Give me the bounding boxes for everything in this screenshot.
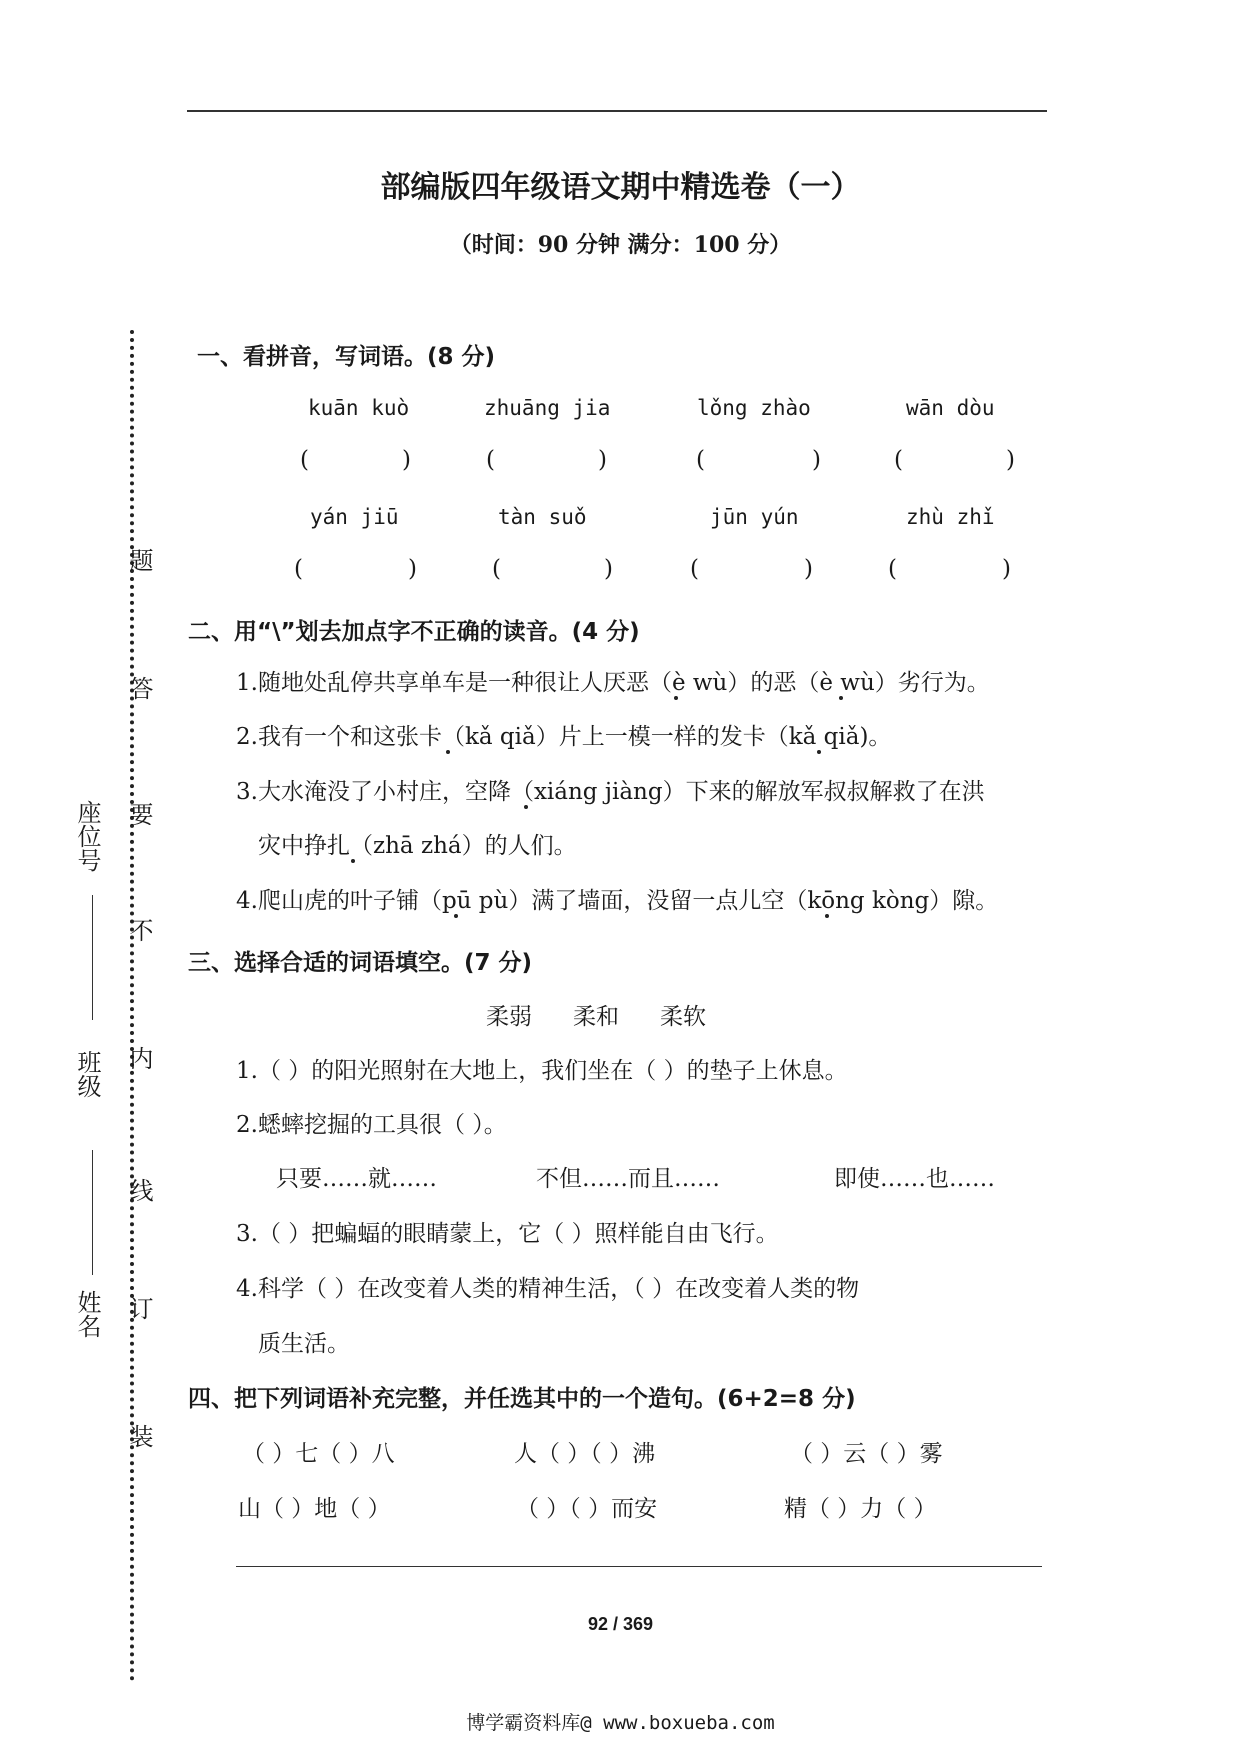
question-text: 质生活。 xyxy=(258,1331,350,1357)
seal-char: 要 xyxy=(125,802,153,826)
emphasis-dot xyxy=(446,750,450,754)
question-text: 1.（ ）的阳光照射在大地上，我们坐在（ ）的垫子上休息。 xyxy=(236,1058,848,1084)
class-label: 班级 xyxy=(73,1050,101,1098)
section2-heading: 二、用“\”划去加点字不正确的读音。(4 分) xyxy=(188,619,640,645)
pinyin-item: wān dòu xyxy=(906,396,995,420)
pinyin-item: tàn suǒ xyxy=(498,505,587,529)
name-label: 姓名 xyxy=(73,1290,101,1338)
question-text: 2.我有一个和这张卡（kǎ qiǎ）片上一模一样的发卡（kǎ qiǎ)。 xyxy=(236,724,892,750)
question-text: 灾中挣扎（zhā zhá）的人们。 xyxy=(258,833,577,859)
idiom-blank[interactable]: 人（ ）（ ）沸 xyxy=(514,1441,656,1467)
pinyin-item: zhuāng jia xyxy=(484,396,611,420)
pinyin-item: zhù zhǐ xyxy=(906,505,995,529)
conjunction-choice: 即使……也…… xyxy=(834,1166,995,1192)
class-write-line xyxy=(92,895,93,1020)
conjunction-choice: 只要……就…… xyxy=(276,1166,437,1192)
idiom-blank[interactable]: （ ）云（ ）雾 xyxy=(790,1441,943,1467)
seal-char: 题 xyxy=(125,548,153,572)
emphasis-dot xyxy=(524,805,528,809)
page-subtitle: （时间：90 分钟 满分：100 分） xyxy=(449,232,792,258)
pinyin-item: lǒng zhào xyxy=(697,396,811,420)
section4-heading: 四、把下列词语补充完整，并任选其中的一个造句。(6+2=8 分) xyxy=(188,1386,856,1412)
name-write-line xyxy=(92,1150,93,1275)
pinyin-item: yán jiū xyxy=(310,505,399,529)
seal-char: 内 xyxy=(125,1046,153,1070)
watermark: 博学霸资料库@ www.boxueba.com xyxy=(466,1712,775,1734)
question-text: 4.科学（ ）在改变着人类的精神生活，（ ）在改变着人类的物 xyxy=(236,1276,860,1302)
seal-char: 装 xyxy=(125,1424,153,1448)
emphasis-dot xyxy=(825,914,829,918)
emphasis-dot xyxy=(674,696,678,700)
top-rule xyxy=(187,110,1047,112)
pinyin-item: kuān kuò xyxy=(308,396,410,420)
page-title: 部编版四年级语文期中精选卷（一） xyxy=(380,170,861,205)
emphasis-dot xyxy=(351,859,355,863)
pinyin-item: jūn yún xyxy=(710,505,799,529)
question-text: 3.大水淹没了小村庄，空降（xiáng jiàng）下来的解放军叔叔解救了在洪 xyxy=(236,779,985,805)
question-text: 3.（ ）把蝙蝠的眼睛蒙上，它（ ）照样能自由飞行。 xyxy=(236,1221,779,1247)
idiom-blank[interactable]: （ ）（ ）而安 xyxy=(516,1496,658,1522)
seal-char: 线 xyxy=(125,1178,153,1202)
idiom-blank[interactable]: （ ）七（ ）八 xyxy=(242,1441,395,1467)
word-choice: 柔软 xyxy=(660,1004,706,1030)
emphasis-dot xyxy=(839,696,843,700)
question-text: 4.爬山虎的叶子铺（pū pù）满了墙面，没留一点儿空（kōng kòng）隙。 xyxy=(236,888,999,914)
section1-heading: 一、看拼音，写词语。(8 分) xyxy=(197,344,496,370)
question-text: 1.随地处乱停共享单车是一种很让人厌恶（è wù）的恶（è wù）劣行为。 xyxy=(236,670,990,696)
seal-char: 不 xyxy=(125,918,153,942)
idiom-blank[interactable]: 精（ ）力（ ） xyxy=(784,1496,937,1522)
conjunction-choice: 不但……而且…… xyxy=(536,1166,720,1192)
emphasis-dot xyxy=(817,750,821,754)
word-choice: 柔和 xyxy=(573,1004,619,1030)
idiom-blank[interactable]: 山（ ）地（ ） xyxy=(238,1496,391,1522)
seal-char: 答 xyxy=(125,676,153,700)
bottom-rule xyxy=(236,1566,1042,1567)
binding-dotted-line xyxy=(130,330,134,1682)
question-text: 2.蟋蟀挖掘的工具很（ ）。 xyxy=(236,1112,507,1138)
word-choice: 柔弱 xyxy=(486,1004,532,1030)
page-number: 92 / 369 xyxy=(587,1614,654,1634)
section3-heading: 三、选择合适的词语填空。(7 分) xyxy=(188,950,533,976)
emphasis-dot xyxy=(454,914,458,918)
seal-char: 订 xyxy=(125,1296,153,1320)
seat-number-label: 座位号 xyxy=(73,800,101,872)
